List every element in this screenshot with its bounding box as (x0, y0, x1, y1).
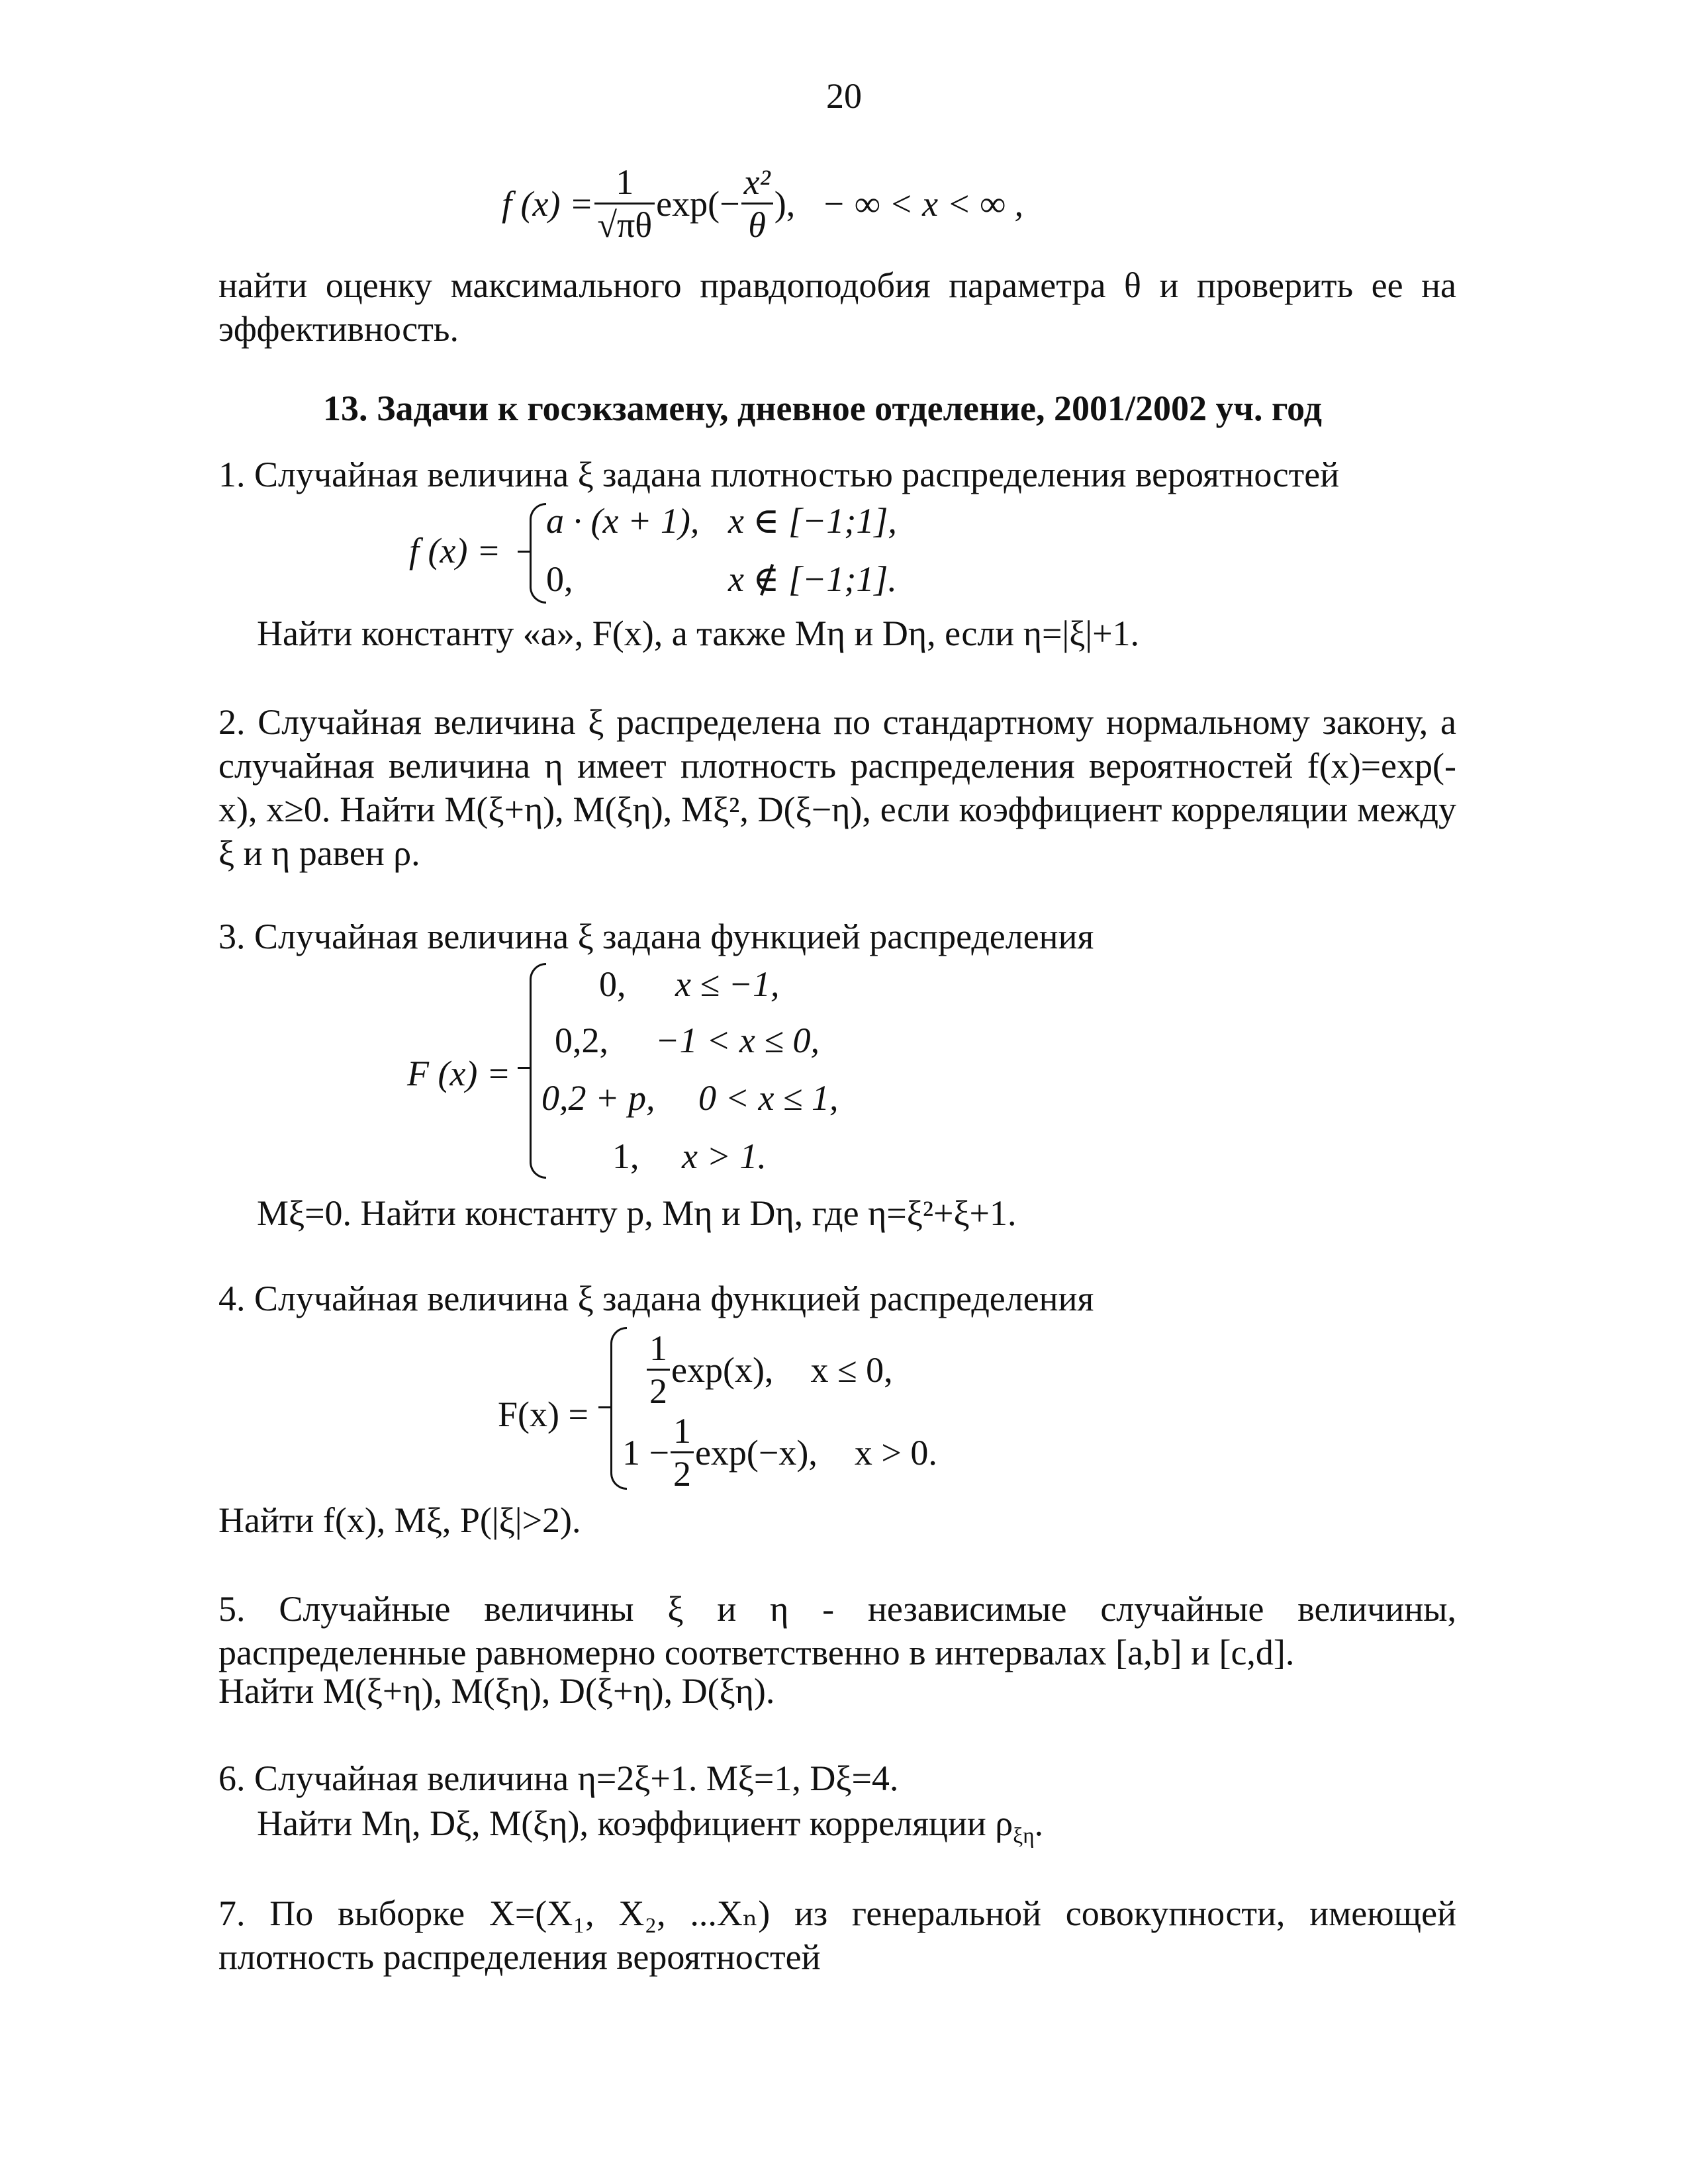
problem-4-row2-pre: 1 − (622, 1432, 669, 1473)
problem-3-row4-cond: x > 1. (682, 1136, 767, 1176)
intro-formula-den: √πθ (594, 203, 655, 243)
problem-3-row2-expr: 0,2, (555, 1021, 608, 1060)
problem-3-task: Mξ=0. Найти константу p, Mη и Dη, где η=ξ²+ξ+1. (257, 1193, 1017, 1233)
problem-3-row2-cond: −1 < x ≤ 0, (655, 1021, 820, 1060)
problem-4-brace-tip (598, 1406, 610, 1408)
intro-formula-exp-num: x² (743, 162, 771, 202)
problem-3-lhs: F (x) = (407, 1054, 511, 1093)
problem-4-row2-cond: x > 0. (854, 1432, 937, 1473)
problem-1-case1-cond: x ∈ [−1;1], (728, 501, 897, 541)
problem-3-row3-cond: 0 < x ≤ 1, (698, 1078, 839, 1118)
problem-6-task-end: . (1034, 1803, 1044, 1843)
intro-formula-exp: exp(− (656, 183, 740, 224)
problem-1-case2-expr: 0, (546, 559, 573, 599)
problem-3-line: 3. Случайная величина ξ задана функцией распределения (218, 917, 1094, 956)
intro-formula (502, 164, 1023, 243)
problem-7-text: 7. По выборке X=(X₁, X₂, ...Xₙ) из генеральной совокупности, имеющей плотность распределения вероятностей (218, 1893, 1456, 1977)
problem-1-case1-expr: a · (x + 1), (546, 501, 700, 541)
problem-4-row2-fraction (671, 1413, 694, 1492)
intro-formula-exp-fraction (741, 164, 773, 243)
problem-4-lhs: F(x) = (498, 1394, 588, 1434)
problem-4-task: Найти f(x), Mξ, P(|ξ|>2). (218, 1500, 581, 1540)
problem-4-row2-expr: exp(−x), (694, 1432, 818, 1473)
problem-3-brace (530, 963, 546, 1179)
problem-1-case2-cond: x ∉ [−1;1]. (728, 559, 897, 599)
intro-formula-lhs: f (x) = (502, 183, 594, 224)
problem-1-lhs: f (x) = (409, 531, 501, 570)
problem-4-row1-fraction (647, 1330, 670, 1409)
problem-4-row2-den: 2 (671, 1451, 694, 1492)
problem-1-brace (530, 503, 546, 604)
intro-formula-num: 1 (616, 162, 634, 202)
problem-5-task: Найти M(ξ+η), M(ξη), D(ξ+η), D(ξη). (218, 1671, 775, 1711)
section-title: 13. Задачи к госэкзамену, дневное отделение, 2001/2002 уч. год (323, 388, 1322, 428)
problem-3-row1-expr: 0, (599, 964, 626, 1004)
problem-3-row3-expr: 0,2 + p, (541, 1078, 655, 1118)
problem-4-row2 (622, 1413, 937, 1492)
problem-3-brace-tip (518, 1067, 530, 1069)
problem-1-brace-tip (518, 551, 530, 553)
problem-4-row2-num: 1 (673, 1411, 691, 1451)
problem-3-row1-cond: x ≤ −1, (675, 964, 780, 1004)
problem-4-row1-num: 1 (649, 1328, 667, 1368)
problem-6-task-text: Найти Mη, Dξ, M(ξη), коэффициент корреляции ρ (257, 1803, 1013, 1843)
intro-formula-exp-close: ), (774, 183, 796, 224)
intro-text: найти оценку максимального правдоподобия параметра θ и проверить ее на эффективность. (218, 265, 1456, 349)
problem-2-text: 2. Случайная величина ξ распределена по стандартному нормальному закону, а случайная величина η имеет плотность распределения вероятностей f(x)=exp(-x), x≥0. Найти M(ξ+η), M(ξη), Mξ², D(ξ−η), если коэффициент корреляции между ξ и η равен ρ. (218, 702, 1456, 873)
intro-formula-exp-den: θ (741, 203, 773, 243)
intro-formula-fraction (594, 164, 655, 243)
page-number: 20 (826, 76, 862, 116)
intro-formula-range: − ∞ < x < ∞ , (821, 183, 1023, 224)
problem-6-task-sub: ξη (1013, 1823, 1035, 1848)
problem-4-row1-cond: x ≤ 0, (810, 1349, 893, 1390)
problem-4-row1-den: 2 (647, 1369, 670, 1409)
problem-6-task (257, 1805, 1043, 1847)
problem-6-line: 6. Случайная величина η=2ξ+1. Mξ=1, Dξ=4. (218, 1758, 899, 1798)
problem-1-task: Найти константу «а», F(x), а также Mη и Dη, если η=|ξ|+1. (257, 614, 1140, 653)
problem-3-row4-expr: 1, (612, 1136, 639, 1176)
problem-4-row1-expr: exp(x), (671, 1349, 774, 1390)
problem-4-line: 4. Случайная величина ξ задана функцией распределения (218, 1279, 1094, 1318)
problem-4-row1 (645, 1330, 893, 1409)
problem-1-line: 1. Случайная величина ξ задана плотностью распределения вероятностей (218, 455, 1340, 494)
problem-5-text: 5. Случайные величины ξ и η - независимые случайные величины, распределенные равномерно соответственно в интервалах [a,b] и [c,d]. (218, 1589, 1456, 1672)
